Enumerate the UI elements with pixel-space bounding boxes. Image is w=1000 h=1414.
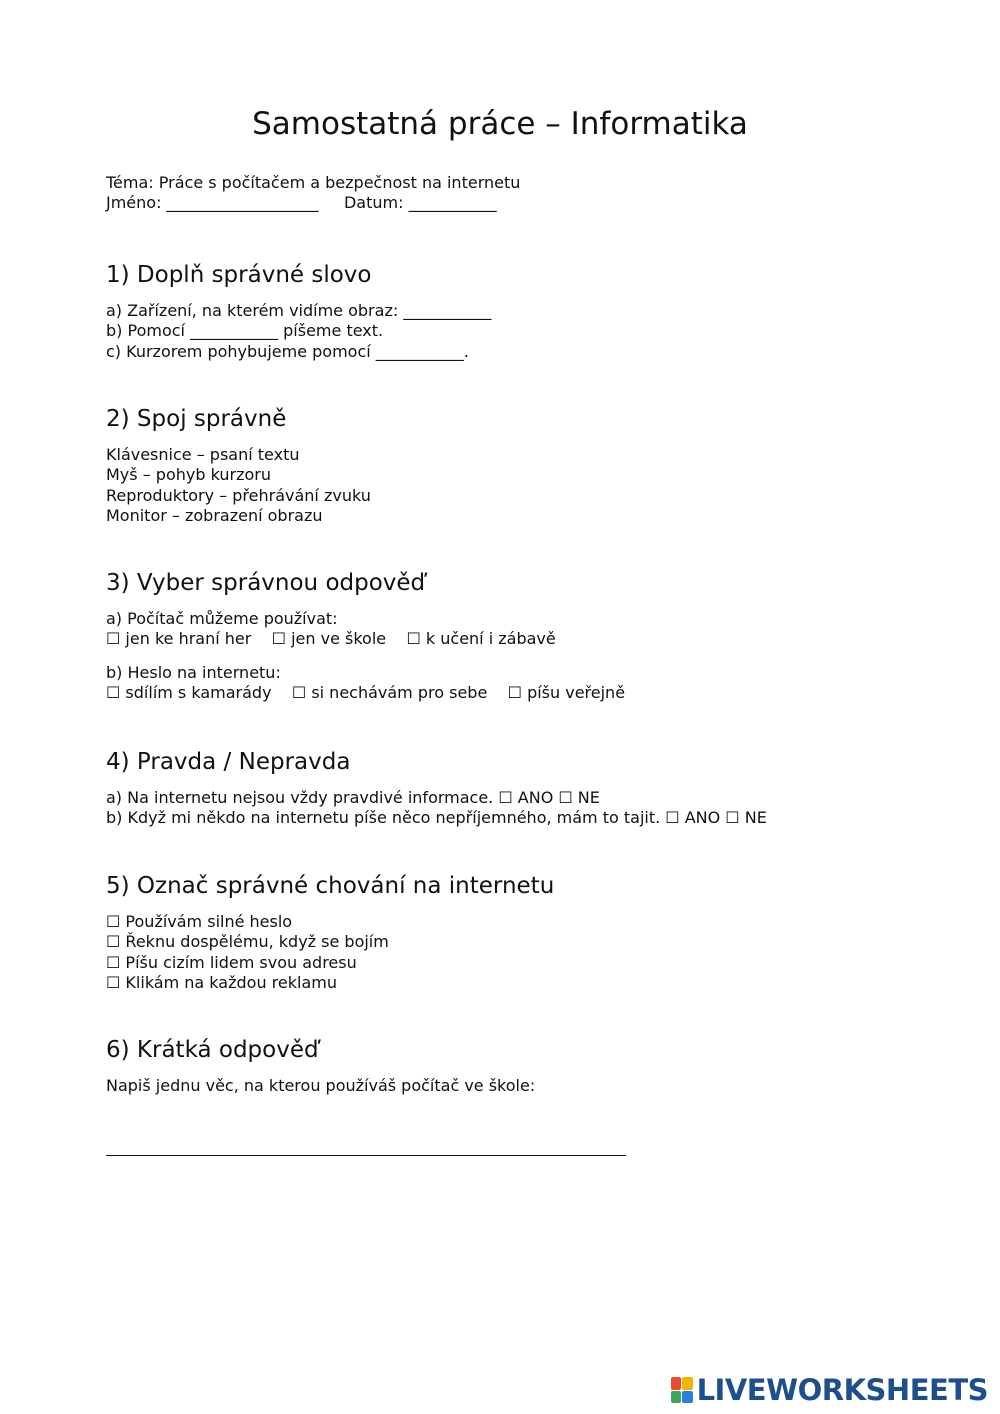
section-5-heading: 5) Označ správné chování na internetu bbox=[106, 873, 555, 899]
question-3a-options[interactable]: ☐ jen ke hraní her ☐ jen ve škole ☐ k učení i zábavě bbox=[106, 629, 556, 649]
logo-text: LIVEWORKSHEETS bbox=[696, 1373, 988, 1407]
question-3a: a) Počítač můžeme používat: bbox=[106, 609, 338, 628]
question-3b: b) Heslo na internetu: bbox=[106, 662, 281, 682]
question-3b-options[interactable]: ☐ sdílím s kamarády ☐ si nechávám pro sebe ☐ píšu veřejně bbox=[106, 683, 626, 703]
pair-monitor: Monitor – zobrazení obrazu bbox=[106, 506, 323, 526]
behavior-option-2[interactable]: ☐ Řeknu dospělému, když se bojím bbox=[106, 932, 389, 952]
topic-line: Téma: Práce s počítačem a bezpečnost na internetu bbox=[106, 173, 521, 192]
section-5 bbox=[106, 871, 554, 994]
section-1-heading: 1) Doplň správné slovo bbox=[106, 262, 372, 288]
section-6 bbox=[106, 1035, 535, 1096]
section-4-heading: 4) Pravda / Nepravda bbox=[106, 749, 351, 775]
pair-mouse: Myš – pohyb kurzoru bbox=[106, 465, 271, 485]
section-1-line-c: c) Kurzorem pohybujeme pomocí ___________. bbox=[106, 341, 469, 361]
pair-speakers: Reproduktory – přehrávání zvuku bbox=[106, 485, 371, 505]
behavior-option-4[interactable]: ☐ Klikám na každou reklamu bbox=[106, 973, 337, 993]
section-2 bbox=[106, 404, 371, 527]
logo-square-red bbox=[671, 1377, 682, 1390]
behavior-option-1[interactable]: ☐ Používám silné heslo bbox=[106, 912, 293, 931]
section-3-heading: 3) Vyber správnou odpověď bbox=[106, 570, 426, 596]
header-info bbox=[106, 173, 520, 214]
statement-4a[interactable]: a) Na internetu nejsou vždy pravdivé informace. ☐ ANO ☐ NE bbox=[106, 788, 600, 807]
behavior-option-3[interactable]: ☐ Píšu cizím lidem svou adresu bbox=[106, 952, 357, 972]
statement-4b[interactable]: b) Když mi někdo na internetu píše něco nepříjemného, mám to tajit. ☐ ANO ☐ NE bbox=[106, 808, 767, 828]
page-title: Samostatná práce – Informatika bbox=[252, 106, 748, 142]
logo-square-blue bbox=[682, 1391, 693, 1404]
logo-square-yellow bbox=[682, 1377, 693, 1390]
section-6-heading: 6) Krátká odpověď bbox=[106, 1037, 319, 1063]
section-6-prompt: Napiš jednu věc, na kterou používáš počítač ve škole: bbox=[106, 1076, 536, 1095]
name-date-line: Jméno: ___________________ Datum: ___________ bbox=[106, 193, 497, 213]
logo-square-green bbox=[671, 1391, 682, 1404]
section-3 bbox=[106, 568, 625, 704]
section-2-heading: 2) Spoj správně bbox=[106, 406, 287, 432]
section-1-line-a: a) Zařízení, na kterém vidíme obraz: ___________ bbox=[106, 301, 492, 320]
liveworksheets-logo bbox=[671, 1373, 988, 1407]
answer-line[interactable] bbox=[106, 1155, 626, 1156]
logo-mark-icon bbox=[671, 1377, 693, 1403]
section-1-line-b: b) Pomocí ___________ píšeme text. bbox=[106, 321, 384, 341]
pair-keyboard: Klávesnice – psaní textu bbox=[106, 445, 300, 464]
section-4 bbox=[106, 747, 767, 829]
section-1 bbox=[106, 260, 491, 362]
